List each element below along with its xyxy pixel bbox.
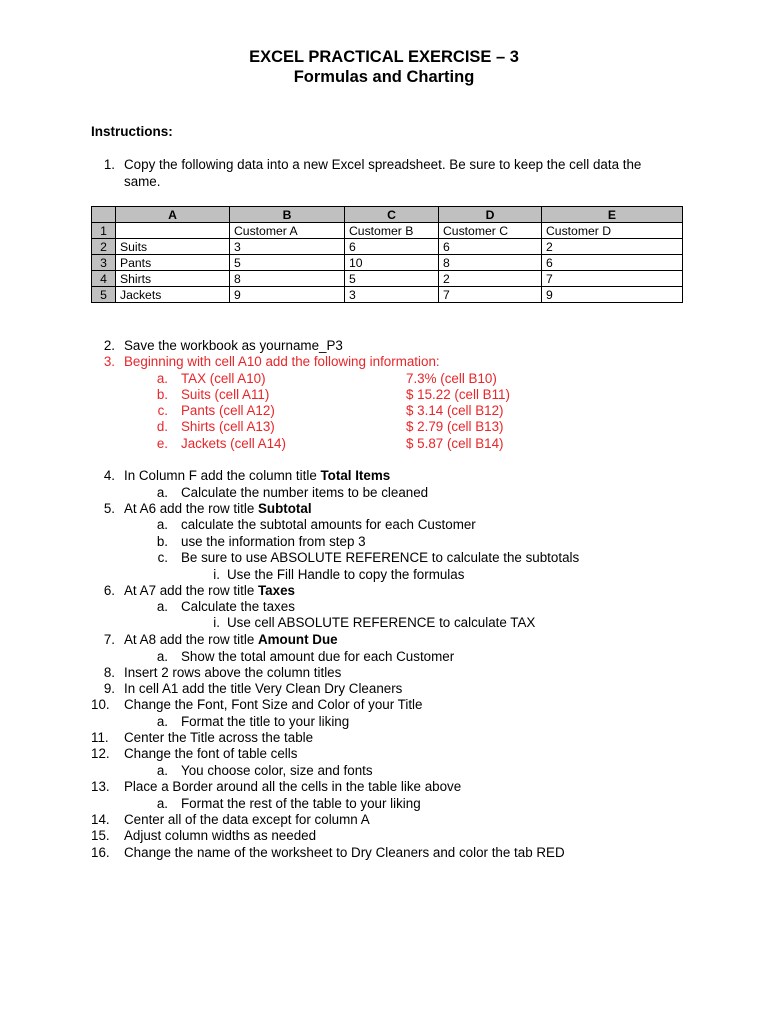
corner-cell	[92, 207, 116, 223]
step-text: Center all of the data except for column A	[124, 812, 370, 827]
sub-step-value: 7.3% (cell B10)	[406, 371, 497, 386]
table-cell: 7	[542, 271, 683, 287]
sub-step-value: $ 3.14 (cell B12)	[406, 403, 504, 418]
sub-step-label: Jackets (cell A14)	[181, 436, 286, 451]
table-cell: 8	[230, 271, 345, 287]
step-title-bold: Total Items	[320, 468, 391, 483]
table-cell: 7	[439, 287, 542, 303]
table-row	[92, 287, 683, 303]
table-row	[92, 271, 683, 287]
row-header: 5	[92, 287, 116, 303]
table-row	[92, 255, 683, 271]
step-number: 2.	[103, 338, 115, 353]
spreadsheet-table	[91, 206, 683, 303]
sub-step-letter: c.	[157, 550, 168, 565]
sub-step-letter: c.	[157, 403, 168, 418]
step-number: 11.	[91, 730, 109, 745]
step-number: 14.	[91, 812, 110, 827]
row-header: 4	[92, 271, 116, 287]
sub-step-text: Calculate the number items to be cleaned	[181, 485, 429, 500]
step-number: 15.	[91, 828, 110, 843]
step-text: At A6 add the row title Subtotal	[124, 501, 312, 516]
document-title: EXCEL PRACTICAL EXERCISE – 3	[249, 48, 519, 66]
row-header: 2	[92, 239, 116, 255]
step-title-bold: Taxes	[257, 583, 295, 598]
column-header: A	[116, 207, 230, 223]
table-cell: 6	[542, 255, 683, 271]
column-header: E	[542, 207, 683, 223]
table-cell: 9	[230, 287, 345, 303]
sub-step-letter: e.	[156, 436, 168, 451]
step-text: At A7 add the row title Taxes	[124, 583, 295, 598]
sub-step-text: You choose color, size and fonts	[181, 763, 373, 778]
step-text: Adjust column widths as needed	[124, 828, 317, 843]
table-cell: 3	[345, 287, 439, 303]
sub-step-letter: b.	[156, 534, 168, 549]
step-text: same.	[124, 174, 161, 189]
step-text: In cell A1 add the title Very Clean Dry Cleaners	[124, 681, 403, 696]
sub-step-letter: a.	[156, 649, 168, 664]
sub-step-value: $ 2.79 (cell B13)	[406, 419, 504, 434]
table-cell: 2	[542, 239, 683, 255]
step-number: 10.	[91, 697, 110, 712]
sub-step-value: $ 15.22 (cell B11)	[406, 387, 510, 402]
sub-step-letter: a.	[156, 485, 168, 500]
step-number: 16.	[91, 845, 110, 860]
sub-step-letter: a.	[156, 517, 168, 532]
sub-step-letter: a.	[156, 371, 168, 386]
table-cell: 5	[230, 255, 345, 271]
table-cell: 3	[230, 239, 345, 255]
sub-step-letter: a.	[156, 796, 168, 811]
sub-step-label: TAX (cell A10)	[181, 371, 266, 386]
step-text: Center the Title across the table	[124, 730, 314, 745]
column-header: D	[439, 207, 542, 223]
table-row	[92, 239, 683, 255]
row-header: 3	[92, 255, 116, 271]
column-header: C	[345, 207, 439, 223]
instructions-heading: Instructions:	[91, 124, 173, 139]
step-text: Change the font of table cells	[124, 746, 298, 761]
sub-step-text: calculate the subtotal amounts for each Customer	[181, 517, 476, 532]
step-text: At A8 add the row title Amount Due	[124, 632, 338, 647]
sub-step-label: Pants (cell A12)	[181, 403, 275, 418]
table-row	[92, 223, 683, 239]
table-cell: Customer D	[542, 223, 683, 239]
table-cell: 5	[345, 271, 439, 287]
sub-sub-step-text: Use cell ABSOLUTE REFERENCE to calculate TAX	[227, 615, 536, 630]
step-title-bold: Subtotal	[257, 501, 312, 516]
step-title-bold: Amount Due	[257, 632, 338, 647]
column-header-row	[92, 207, 683, 223]
sub-step-letter: a.	[156, 763, 168, 778]
table-cell: Customer A	[230, 223, 345, 239]
sub-step-label: Shirts (cell A13)	[181, 419, 275, 434]
sub-step-letter: a.	[156, 599, 168, 614]
sub-step-value: $ 5.87 (cell B14)	[406, 436, 504, 451]
step-number: 3.	[103, 354, 115, 369]
step-number: 6.	[103, 583, 115, 598]
step-number: 13.	[91, 779, 110, 794]
step-text: Place a Border around all the cells in the table like above	[124, 779, 462, 794]
document-subtitle: Formulas and Charting	[293, 68, 475, 86]
table-cell: Customer B	[345, 223, 439, 239]
table-cell: Suits	[116, 239, 230, 255]
table-cell: Shirts	[116, 271, 230, 287]
table-cell: Jackets	[116, 287, 230, 303]
step-text: Beginning with cell A10 add the following information:	[124, 354, 440, 369]
table-cell: 8	[439, 255, 542, 271]
sub-step-letter: b.	[156, 387, 168, 402]
sub-step-text: Be sure to use ABSOLUTE REFERENCE to calculate the subtotals	[181, 550, 580, 565]
table-cell: 9	[542, 287, 683, 303]
step-number: 7.	[103, 632, 115, 647]
step-number: 8.	[103, 665, 115, 680]
table-cell: 2	[439, 271, 542, 287]
sub-step-letter: d.	[156, 419, 168, 434]
step-number: 5.	[103, 501, 115, 516]
table-cell: 6	[439, 239, 542, 255]
sub-step-label: Suits (cell A11)	[181, 387, 270, 402]
step-number: 9.	[103, 681, 115, 696]
step-text: Change the Font, Font Size and Color of your Title	[124, 697, 423, 712]
table-cell: Customer C	[439, 223, 542, 239]
step-number: 1.	[103, 157, 115, 172]
sub-step-text: Show the total amount due for each Customer	[181, 649, 455, 664]
step-text: Insert 2 rows above the column titles	[124, 665, 342, 680]
sub-step-text: Calculate the taxes	[181, 599, 295, 614]
sub-sub-step-text: Use the Fill Handle to copy the formulas	[227, 567, 465, 582]
table-cell: Pants	[116, 255, 230, 271]
sub-step-text: use the information from step 3	[181, 534, 366, 549]
row-header: 1	[92, 223, 116, 239]
step-text: Save the workbook as yourname_P3	[124, 338, 343, 353]
step-text: Change the name of the worksheet to Dry Cleaners and color the tab RED	[124, 845, 565, 860]
column-header: B	[230, 207, 345, 223]
step-text: Copy the following data into a new Excel spreadsheet. Be sure to keep the cell data the	[124, 157, 642, 172]
sub-step-text: Format the rest of the table to your liking	[181, 796, 421, 811]
table-cell: 10	[345, 255, 439, 271]
table-cell: 6	[345, 239, 439, 255]
sub-step-text: Format the title to your liking	[181, 714, 350, 729]
step-number: 4.	[103, 468, 115, 483]
step-number: 12.	[91, 746, 110, 761]
sub-step-letter: a.	[156, 714, 168, 729]
table-cell	[116, 223, 230, 239]
sub-sub-step-number: i.	[213, 615, 220, 630]
step-text: In Column F add the column title Total Items	[124, 468, 391, 483]
sub-sub-step-number: i.	[213, 567, 220, 582]
